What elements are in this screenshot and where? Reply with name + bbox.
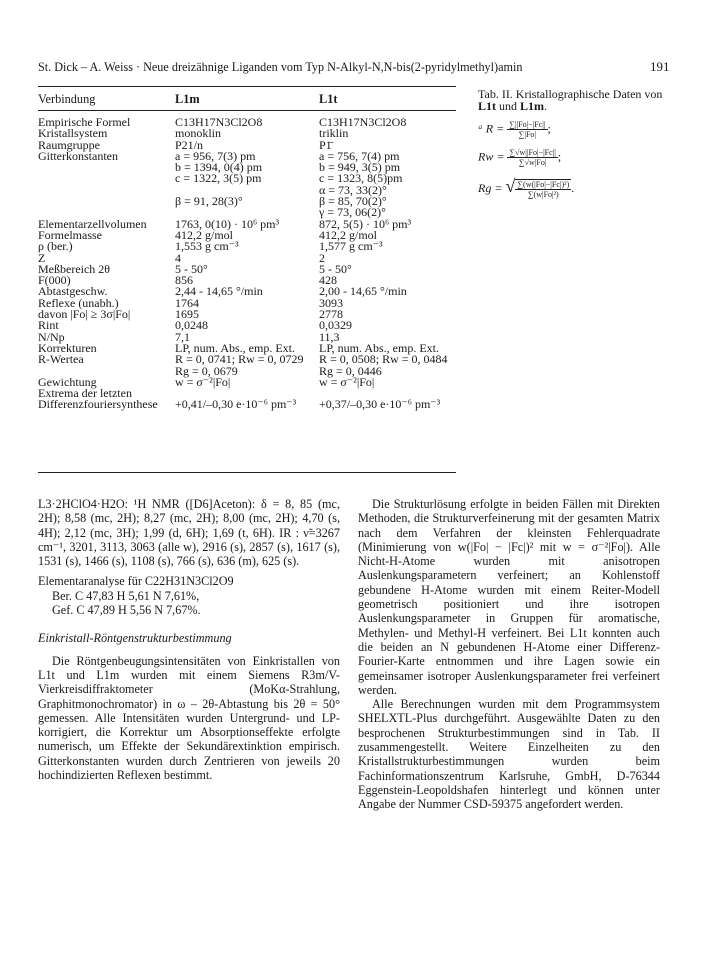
formula-r-sep: ;: [547, 121, 551, 136]
table-label-cell: Korrekturen: [38, 340, 97, 355]
table-label-cell: Reflexe (unabh.): [38, 295, 119, 310]
elemental-analysis-found: Gef. C 47,89 H 5,56 N 7,67%.: [52, 603, 201, 618]
elemental-analysis-calc: Ber. C 47,83 H 5,61 N 7,61%,: [52, 588, 200, 603]
table-label-cell: Raumgruppe: [38, 137, 100, 152]
table-l1t-cell: 2778: [319, 307, 343, 322]
formula-rg-lhs: Rg =: [478, 181, 503, 195]
table-l1m-cell: LP, num. Abs., emp. Ext.: [175, 340, 296, 355]
formula-r: [478, 120, 683, 148]
table-l1t-cell: α = 73, 33(2)°: [319, 182, 387, 197]
page-number: 191: [650, 59, 670, 74]
formula-rg-denominator: ∑(w|Fo|²): [527, 190, 559, 200]
table-l1m-cell: 4: [175, 250, 181, 265]
caption-end: .: [544, 99, 547, 113]
table-label-cell: Kristallsystem: [38, 126, 108, 141]
caption-prefix: Tab. II. Kristallographische Daten von: [478, 87, 663, 101]
formula-r-denominator: ∑|Fo|: [518, 130, 537, 139]
table-label-cell: N/Np: [38, 329, 65, 344]
table-l1t-cell: a = 756, 7(4) pm: [319, 148, 400, 163]
formula-r-fraction: [507, 120, 547, 139]
formula-rg-numerator: ∑(w(|Fo|−|Fc|)²): [517, 180, 570, 190]
table-l1m-cell: 856: [175, 273, 193, 288]
table-l1m-cell: c = 1322, 3(5) pm: [175, 171, 262, 186]
table-l1t-cell: γ = 73, 06(2)°: [319, 205, 386, 220]
table-l1m-cell: 7,1: [175, 329, 190, 344]
table-label-cell: ρ (ber.): [38, 239, 73, 254]
caption-l1t: L1t: [478, 99, 496, 113]
table-l1t-cell: β = 85, 70(2)°: [319, 194, 387, 209]
table-label-cell: R-Wertea: [38, 352, 84, 367]
table-l1m-cell: C13H17N3Cl2O8: [175, 115, 263, 129]
table-l1m-cell: Rg = 0, 0679: [175, 363, 238, 378]
table-label-cell: Differenzfouriersynthese: [38, 397, 158, 412]
table-label-cell: Gewichtung: [38, 374, 97, 389]
table-l1t-column: [319, 117, 459, 411]
table-l1m-cell: a = 956, 7(3) pm: [175, 148, 256, 163]
table-l1m-cell: R = 0, 0741; Rw = 0, 0729: [175, 352, 304, 367]
table-l1t-cell: b = 949, 3(5) pm: [319, 160, 401, 175]
table-label-cell: Gitterkonstanten: [38, 148, 118, 163]
table-label-cell: Abtastgeschw.: [38, 284, 108, 299]
table-label-cell: Z: [38, 250, 46, 265]
formula-rw-sep: ;: [557, 149, 562, 164]
table-l1m-cell: 5 - 50°: [175, 261, 208, 276]
formula-rw: [478, 148, 683, 176]
formula-rg-fraction: [515, 179, 571, 199]
table-l1m-cell: w = σ⁻²|Fo|: [175, 374, 231, 389]
table-l1t-cell: 428: [319, 273, 337, 288]
table-l1m-cell: P21/n: [175, 137, 204, 152]
table-l1m-column: [175, 117, 315, 411]
table-header-l1m: L1m: [175, 92, 200, 106]
section-title: Einkristall-Röntgenstrukturbestimmung: [38, 631, 232, 646]
table-l1t-cell: 5 - 50°: [319, 261, 352, 276]
table-l1m-cell: β = 91, 28(3)°: [175, 194, 243, 209]
calculations-paragraph: Alle Berechnungen wurden mit dem Programmsystem SHELXTL-Plus durchgeführt. Ausgewählte Daten zu den besprochenen Strukturbestimmungen sind in Tab. II zusammengestellt. Weitere Einzelheiten zu den Kristallstrukturbestimmungen wurden beim Fachinformationszentrum Karlsruhe, GmbH, D-76344 Eggenstein-Leopoldshafen hinterlegt und können unter Angabe der Nummer CSD-59375 angefordert werden.: [358, 697, 660, 812]
table-header-compound: Verbindung: [38, 92, 96, 106]
table-l1t-cell: 2,00 - 14,65 °/min: [319, 284, 407, 299]
table-l1t-cell: P1̄: [319, 137, 332, 152]
table-l1m-cell: b = 1394, 0(4) pm: [175, 160, 263, 175]
formula-rw-fraction: [507, 148, 557, 167]
table-header-l1t: L1t: [319, 92, 338, 106]
table-top-rule: [38, 86, 456, 87]
table-l1t-cell: C13H17N3Cl2O8: [319, 115, 407, 129]
table-l1t-cell: 11,3: [319, 329, 340, 344]
caption-mid: und: [496, 99, 520, 113]
table-label-cell: Rint: [38, 318, 59, 333]
table-label-column: [38, 117, 166, 411]
table-l1m-cell: 1763, 0(10) · 10⁶ pm³: [175, 216, 280, 231]
running-header: St. Dick – A. Weiss · Neue dreizähnige Liganden vom Typ N-Alkyl-N,N-bis(2-pyridylmethyl)amin: [38, 60, 523, 74]
table-l1t-cell: c = 1323, 8(5)pm: [319, 171, 403, 186]
table-label-cell: Empirische Formel: [38, 115, 131, 129]
diffraction-paragraph: Die Röntgenbeugungsintensitäten von Einkristallen von L1t und L1m wurden mit einem Siemens R3m/V-Vierkreisdiffraktometer (MoKα-Strahlung, Graphitmonochromator) in ω – 2θ-Abtastung bis 2θ = 50° gemessen. Alle Intensitäten wurden Untergrund- und LP-korrigiert, die Korrektur um Absorptionseffekte erfolgte numerisch, um Effekte der Sekundärextinktion empirisch. Gitterkonstanten wurden durch Zentrieren von jeweils 20 hochindizierten Reflexen bestimmt.: [38, 653, 340, 783]
table-l1m-cell: 1764: [175, 295, 199, 310]
r-value-formulas: [478, 120, 683, 204]
table-l1t-cell: +0,37/–0,30 e·10⁻⁶ pm⁻³: [319, 397, 441, 412]
formula-rw-lhs: Rw =: [478, 149, 505, 164]
table-l1t-cell: 412,2 g/mol: [319, 227, 378, 242]
table-label-cell: Elementarzellvolumen: [38, 216, 147, 231]
left-text-column: [38, 497, 340, 782]
formula-rw-numerator: ∑√w||Fo|−|Fc||: [509, 148, 556, 157]
table-label-cell: Extrema der letzten: [38, 386, 132, 401]
table-l1t-cell: 872, 5(5) · 10⁶ pm³: [319, 216, 412, 231]
table-l1t-cell: LP, num. Abs., emp. Ext.: [319, 340, 440, 355]
table-label-cell: Formelmasse: [38, 227, 102, 242]
caption-l1m: L1m: [520, 99, 544, 113]
table-l1m-cell: 1695: [175, 307, 199, 322]
formula-rw-denominator: ∑√w|Fo|: [518, 158, 547, 167]
table-l1t-cell: 1,577 g cm⁻³: [319, 239, 383, 254]
table-l1m-cell: 0,0248: [175, 318, 208, 333]
right-text-column: [358, 497, 660, 812]
nmr-paragraph: L3·2HClO4·H2O: ¹H NMR ([D6]Aceton): δ = 8, 85 (mc, 2H); 8,58 (mc, 2H); 8,27 (mc, 2H); 8,00 (mc, 2H); 4,70 (s, 4H); 2,12 (mc, 3H); 1,99 (d, 6H); 1,69 (t, 6H). IR : ν̃=3267 cm⁻¹, 3201, 3113, 3063 (alle w), 2916 (s), 2857 (s), 1617 (s), 1531 (s), 1466 (s), 1108 (s), 766 (s), 636 (m), 625 (s).: [38, 497, 340, 569]
table-l1m-cell: 1,553 g cm⁻³: [175, 239, 239, 254]
table-l1t-cell: w = σ⁻²|Fo|: [319, 374, 375, 389]
formula-r-numerator: ∑||Fo|−|Fc||: [509, 120, 546, 129]
table-l1t-cell: 2: [319, 250, 325, 265]
table-label-cell: [38, 173, 166, 184]
table-l1t-cell: Rg = 0, 0446: [319, 363, 382, 378]
table-l1t-cell: 0,0329: [319, 318, 352, 333]
formula-rg: [478, 176, 683, 204]
table-l1t-cell: 3093: [319, 295, 343, 310]
table-bottom-rule: [38, 472, 456, 473]
table-label-cell: [38, 185, 166, 196]
formula-r-lhs: ᵃ R =: [478, 121, 505, 136]
table-l1t-cell: R = 0, 0508; Rw = 0, 0484: [319, 352, 448, 367]
table-label-cell: davon |Fo| ≥ 3σ|Fo|: [38, 307, 131, 322]
table-label-cell: [38, 162, 166, 173]
formula-rg-end: .: [571, 181, 575, 195]
table-l1m-cell: 2,44 - 14,65 °/min: [175, 284, 263, 299]
structure-solution-paragraph: Die Strukturlösung erfolgte in beiden Fällen mit Direkten Methoden, die Strukturverfeinerung mit der gesamten Matrix nach dem Verfahren der kleinsten Fehlerquadrate (Minimierung von w(|Fo| − |Fc|)² mit w = σ⁻²|Fo|). Alle Nicht-H-Atome wurden mit anisotropen Auslenkungsparametern verfeinert; an Kohlenstoff gebundene H-Atome wurden mit einem Reiter-Modell geometrisch positioniert und ihre isotropen Auslenkungsparameter in Gruppen für aromatische, Methylen- und Methyl-H verfeinert. Bei L1t konnten auch die beiden an N gebundenen H-Atome einer Differenz-Fourier-Karte entnommen und ihre Lagen sowie ein gemeinsamer isotroper Auslenkungsparameter frei verfeinert werden.: [358, 497, 660, 697]
table-label-cell: F(000): [38, 273, 71, 288]
table-header-rule: [38, 110, 456, 111]
table-label-cell: Meßbereich 2θ: [38, 261, 111, 276]
sqrt-icon: √: [505, 176, 516, 196]
table-l1t-cell: triklin: [319, 126, 349, 141]
table-label-cell: [38, 196, 166, 207]
table-l1m-cell: 412,2 g/mol: [175, 227, 234, 242]
table-l1m-cell: monoklin: [175, 126, 222, 141]
elemental-analysis-title: Elementaranalyse für C22H31N3Cl2O9: [38, 574, 234, 589]
table-caption: [478, 88, 683, 112]
table-l1m-cell: +0,41/–0,30 e·10⁻⁶ pm⁻³: [175, 397, 297, 412]
